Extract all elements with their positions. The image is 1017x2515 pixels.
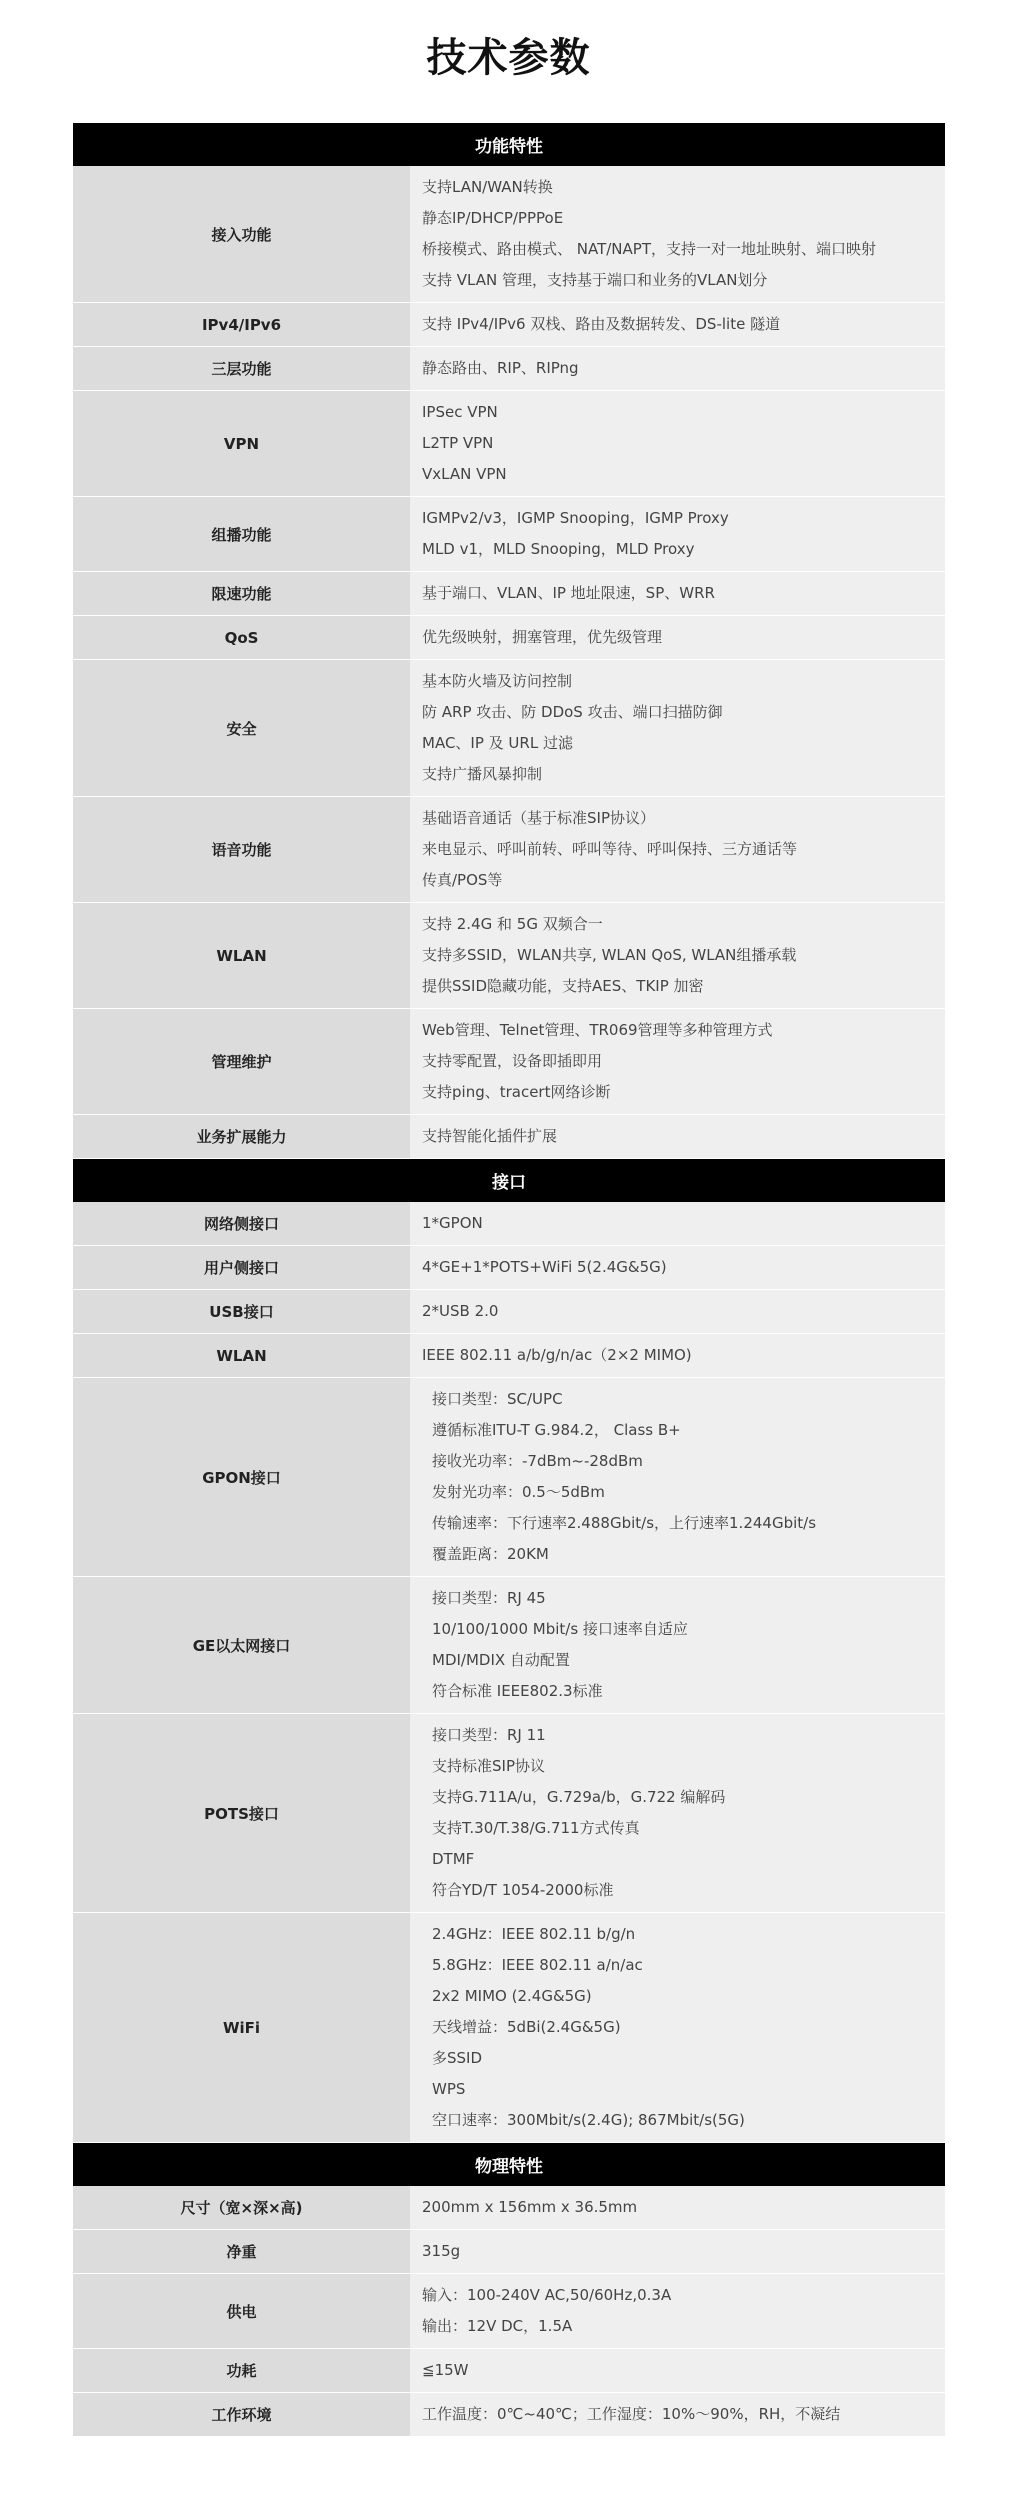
spec-value-line: 空口速率：300Mbit/s(2.4G); 867Mbit/s(5G) <box>432 2111 745 2129</box>
spec-value-line: VxLAN VPN <box>422 465 507 483</box>
spec-row <box>73 1714 945 1913</box>
spec-value-line: 符合标准 IEEE802.3标准 <box>432 1682 603 1700</box>
spec-row <box>73 1334 945 1378</box>
spec-row <box>73 166 945 303</box>
spec-value-line: 支持 VLAN 管理，支持基于端口和业务的VLAN划分 <box>422 271 768 289</box>
spec-value-line: 5.8GHz：IEEE 802.11 a/n/ac <box>432 1956 643 1974</box>
spec-value-line: WPS <box>432 2080 466 2098</box>
spec-label: 安全 <box>73 660 410 797</box>
spec-value-line: 提供SSID隐藏功能，支持AES、TKIP 加密 <box>422 977 704 995</box>
spec-row <box>73 1115 945 1159</box>
spec-value <box>410 391 945 497</box>
spec-value-line: 支持多SSID，WLAN共享, WLAN QoS, WLAN组播承载 <box>422 946 797 964</box>
spec-value <box>410 660 945 797</box>
spec-label: 语音功能 <box>73 797 410 903</box>
spec-label: WLAN <box>73 1334 410 1378</box>
spec-value-line: 符合YD/T 1054-2000标准 <box>432 1881 614 1899</box>
spec-value-line: 支持T.30/T.38/G.711方式传真 <box>432 1819 640 1837</box>
spec-value-line: 1*GPON <box>422 1214 483 1232</box>
spec-label: 净重 <box>73 2230 410 2274</box>
spec-label: 用户侧接口 <box>73 1246 410 1290</box>
spec-label: USB接口 <box>73 1290 410 1334</box>
spec-row <box>73 497 945 572</box>
spec-value-line: 接口类型：RJ 11 <box>432 1726 546 1744</box>
spec-row <box>73 2349 945 2393</box>
spec-row <box>73 1913 945 2143</box>
spec-row <box>73 1577 945 1714</box>
spec-value <box>410 616 945 660</box>
spec-value-line: 支持LAN/WAN转换 <box>422 178 553 196</box>
spec-value-line: 静态路由、RIP、RIPng <box>422 359 579 377</box>
spec-value-line: 2.4GHz：IEEE 802.11 b/g/n <box>432 1925 636 1943</box>
spec-value <box>410 2230 945 2274</box>
spec-value-line: 支持广播风暴抑制 <box>422 765 543 783</box>
spec-value-line: 天线增益：5dBi(2.4G&5G) <box>432 2018 621 2036</box>
spec-value-line: 接口类型：SC/UPC <box>432 1390 563 1408</box>
spec-value-line: MLD v1，MLD Snooping，MLD Proxy <box>422 540 695 558</box>
spec-value <box>410 1115 945 1159</box>
spec-value-line: 支持零配置，设备即插即用 <box>422 1052 603 1070</box>
spec-value-line: 接收光功率：-7dBm~-28dBm <box>432 1452 643 1470</box>
spec-row <box>73 303 945 347</box>
spec-value-line: 静态IP/DHCP/PPPoE <box>422 209 564 227</box>
spec-value <box>410 166 945 303</box>
spec-value <box>410 1577 945 1714</box>
spec-value <box>410 1246 945 1290</box>
spec-value-line: 2*USB 2.0 <box>422 1302 499 1320</box>
spec-value-line: 10/100/1000 Mbit/s 接口速率自适应 <box>432 1620 688 1638</box>
spec-value-line: 支持标准SIP协议 <box>432 1757 545 1775</box>
spec-row <box>73 572 945 616</box>
spec-label: WiFi <box>73 1913 410 2143</box>
spec-value-line: Web管理、Telnet管理、TR069管理等多种管理方式 <box>422 1021 773 1039</box>
spec-row <box>73 1246 945 1290</box>
spec-value-line: DTMF <box>432 1850 475 1868</box>
spec-value-line: 接口类型：RJ 45 <box>432 1589 546 1607</box>
spec-value-line: 工作温度：0℃~40℃；工作湿度：10%～90%，RH，不凝结 <box>422 2405 841 2423</box>
spec-value <box>410 1378 945 1577</box>
spec-value-line: 传真/POS等 <box>422 871 503 889</box>
spec-row <box>73 1202 945 1246</box>
spec-row <box>73 347 945 391</box>
spec-value-line: 发射光功率：0.5～5dBm <box>432 1483 605 1501</box>
spec-value-line: IGMPv2/v3，IGMP Snooping，IGMP Proxy <box>422 509 729 527</box>
spec-row <box>73 2393 945 2437</box>
spec-label: QoS <box>73 616 410 660</box>
spec-value-line: ≦15W <box>422 2361 469 2379</box>
spec-value-line: 基本防火墙及访问控制 <box>422 672 573 690</box>
spec-label: WLAN <box>73 903 410 1009</box>
spec-label: GE以太网接口 <box>73 1577 410 1714</box>
section-heading: 接口 <box>73 1159 945 1203</box>
spec-value <box>410 2274 945 2349</box>
spec-value-line: 2x2 MIMO (2.4G&5G) <box>432 1987 592 2005</box>
spec-label: 组播功能 <box>73 497 410 572</box>
page-title: 技术参数 <box>426 35 591 81</box>
section-header <box>73 123 945 166</box>
spec-value-line: 基础语音通话（基于标准SIP协议） <box>422 809 655 827</box>
spec-value-line: 支持智能化插件扩展 <box>422 1127 558 1145</box>
spec-row <box>73 1009 945 1115</box>
spec-value <box>410 2349 945 2393</box>
spec-value-line: 多SSID <box>432 2049 483 2067</box>
spec-value-line: 来电显示、呼叫前转、呼叫等待、呼叫保持、三方通话等 <box>422 840 798 858</box>
spec-value-line: 4*GE+1*POTS+WiFi 5(2.4G&5G) <box>422 1258 667 1276</box>
spec-label: VPN <box>73 391 410 497</box>
spec-value-line: 输出：12V DC，1.5A <box>422 2317 573 2335</box>
spec-row <box>73 2230 945 2274</box>
spec-value-line: 桥接模式、路由模式、 NAT/NAPT，支持一对一地址映射、端口映射 <box>422 240 876 258</box>
spec-value <box>410 903 945 1009</box>
spec-value-line: 优先级映射，拥塞管理，优先级管理 <box>422 628 663 646</box>
spec-row <box>73 1378 945 1577</box>
spec-label: GPON接口 <box>73 1378 410 1577</box>
spec-value-line: MAC、IP 及 URL 过滤 <box>422 734 573 752</box>
spec-value-line: 支持ping、tracert网络诊断 <box>422 1083 611 1101</box>
spec-label: 管理维护 <box>73 1009 410 1115</box>
spec-value-line: 315g <box>422 2242 461 2260</box>
spec-label: 供电 <box>73 2274 410 2349</box>
spec-table <box>73 123 945 2437</box>
spec-label: 限速功能 <box>73 572 410 616</box>
spec-value <box>410 1714 945 1913</box>
spec-label: 尺寸（宽×深×高) <box>73 2186 410 2230</box>
spec-label: 网络侧接口 <box>73 1202 410 1246</box>
spec-row <box>73 660 945 797</box>
spec-value-line: IEEE 802.11 a/b/g/n/ac（2×2 MIMO) <box>422 1346 692 1364</box>
spec-row <box>73 797 945 903</box>
section-heading: 功能特性 <box>73 123 945 166</box>
spec-value <box>410 1290 945 1334</box>
spec-value <box>410 572 945 616</box>
spec-value-line: 输入：100-240V AC,50/60Hz,0.3A <box>422 2286 672 2304</box>
spec-label: 功耗 <box>73 2349 410 2393</box>
spec-value <box>410 1913 945 2143</box>
spec-value <box>410 2393 945 2437</box>
spec-value <box>410 303 945 347</box>
spec-value <box>410 1334 945 1378</box>
spec-label: 业务扩展能力 <box>73 1115 410 1159</box>
spec-value-line: IPSec VPN <box>422 403 498 421</box>
spec-row <box>73 2274 945 2349</box>
spec-value-line: MDI/MDIX 自动配置 <box>432 1651 570 1669</box>
spec-value-line: 200mm x 156mm x 36.5mm <box>422 2198 638 2216</box>
section-header <box>73 1159 945 1203</box>
spec-value <box>410 797 945 903</box>
spec-value <box>410 1009 945 1115</box>
spec-value-line: L2TP VPN <box>422 434 494 452</box>
spec-value-line: 防 ARP 攻击、防 DDoS 攻击、端口扫描防御 <box>422 703 723 721</box>
spec-value <box>410 497 945 572</box>
spec-row <box>73 1290 945 1334</box>
spec-label: IPv4/IPv6 <box>73 303 410 347</box>
spec-label: 接入功能 <box>73 166 410 303</box>
section-heading: 物理特性 <box>73 2143 945 2187</box>
spec-value <box>410 2186 945 2230</box>
spec-value-line: 传输速率：下行速率2.488Gbit/s，上行速率1.244Gbit/s <box>432 1514 817 1532</box>
spec-label: 三层功能 <box>73 347 410 391</box>
spec-row <box>73 616 945 660</box>
spec-row <box>73 391 945 497</box>
spec-value <box>410 347 945 391</box>
spec-value <box>410 1202 945 1246</box>
spec-value-line: 覆盖距离：20KM <box>432 1545 549 1563</box>
spec-value-line: 支持 IPv4/IPv6 双栈、路由及数据转发、DS-lite 隧道 <box>422 315 781 333</box>
spec-table-body <box>73 123 945 2437</box>
spec-row <box>73 2186 945 2230</box>
spec-value-line: 支持G.711A/u，G.729a/b，G.722 编解码 <box>432 1788 726 1806</box>
spec-label: POTS接口 <box>73 1714 410 1913</box>
section-header <box>73 2143 945 2187</box>
spec-value-line: 基于端口、VLAN、IP 地址限速，SP、WRR <box>422 584 715 602</box>
spec-row <box>73 903 945 1009</box>
spec-value-line: 支持 2.4G 和 5G 双频合一 <box>422 915 603 933</box>
spec-value-line: 遵循标准ITU-T G.984.2， Class B+ <box>432 1421 681 1439</box>
spec-label: 工作环境 <box>73 2393 410 2437</box>
